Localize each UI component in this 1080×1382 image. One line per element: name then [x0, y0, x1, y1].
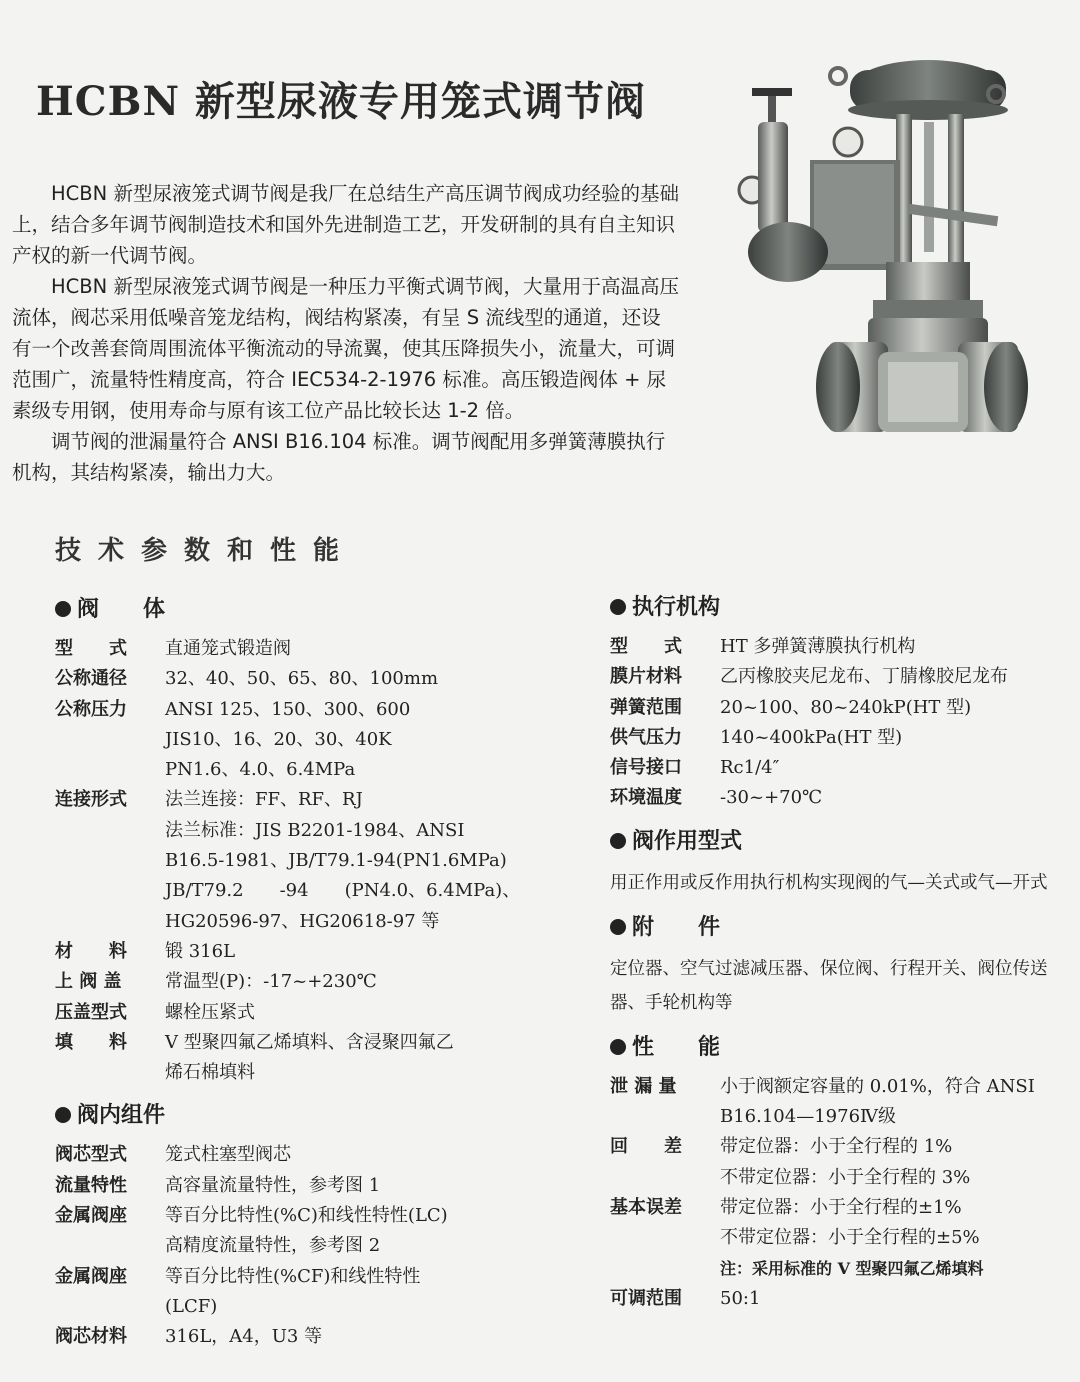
- intro-paragraph: HCBN 新型尿液笼式调节阀是我厂在总结生产高压调节阀成功经验的基础上，结合多年调节阀制造技术和国外先进制造工艺，开发研制的具有自主知识产权的新一代调节阀。: [12, 182, 679, 267]
- param-row: 信号接口 Rc1/4″: [610, 757, 780, 779]
- param-row: 填 料 V 型聚四氟乙烯填料、含浸聚四氟乙 烯石棉填料: [55, 1031, 454, 1084]
- control-valve-photo: [728, 52, 1028, 442]
- param-row: 压盖型式 螺栓压紧式: [55, 1001, 255, 1023]
- bullet-icon: [610, 599, 626, 615]
- right-column: [610, 590, 1075, 1314]
- performance-heading: 性 能: [610, 1030, 1075, 1066]
- valve-body-heading: 阀 体: [55, 592, 545, 628]
- section-title: 技术参数和性能: [55, 536, 357, 566]
- param-row: 上 阀 盖 常温型(P)：-17~+230℃: [55, 971, 377, 993]
- param-row: 供气压力 140~400kPa(HT 型): [610, 726, 903, 748]
- param-row: 泄 漏 量 小于阀额定容量的 0.01%，符合 ANSI B16.104—1976Ⅳ级: [610, 1075, 1035, 1128]
- param-row: 型 式 直通笼式锻造阀: [55, 638, 291, 659]
- accessories-text: 定位器、空气过滤减压器、保位阀、行程开关、阀位传送器、手轮机构等: [610, 958, 1048, 1013]
- param-row: 阀芯型式 笼式柱塞型阀芯: [55, 1144, 291, 1166]
- param-row: 流量特性 高容量流量特性，参考图 1: [55, 1174, 381, 1196]
- bullet-icon: [610, 1039, 626, 1055]
- param-row: 金属阀座 等百分比特性(%C)和线性特性(LC) 高精度流量特性，参考图 2: [55, 1205, 448, 1257]
- action-heading: 阀作用型式: [610, 824, 1075, 860]
- param-row: 连接形式 法兰连接：FF、RF、RJ 法兰标准：JIS B2201-1984、ANSI B16.5-1981、JB/T79.1-94(PN1.6MPa) JB/T79.2 -94 (PN4.0、6.4MPa)、 HG20596-97、HG20618-97 等: [55, 789, 521, 932]
- actuator-heading: 执行机构: [610, 590, 1075, 626]
- page-title: HCBN 新型尿液专用笼式调节阀: [36, 78, 646, 125]
- intro-text: [12, 178, 680, 488]
- param-row: 材 料 锻 316L: [55, 940, 236, 962]
- param-row: 注：采用标准的 V 型聚四氟乙烯填料: [720, 1258, 984, 1278]
- trim-heading: 阀内组件: [55, 1098, 545, 1134]
- left-column: [55, 592, 545, 1353]
- param-row: 公称压力 ANSI 125、150、300、600 JIS10、16、20、30、40K PN1.6、4.0、6.4MPa: [55, 698, 411, 781]
- param-row: 弹簧范围 20~100、80~240kP(HT 型): [610, 696, 972, 718]
- param-row: 可调范围 50:1: [610, 1287, 761, 1309]
- param-row: 型 式 HT 多弹簧薄膜执行机构: [610, 636, 916, 657]
- param-row: 基本误差 带定位器：小于全行程的±1% 不带定位器：小于全行程的±5%: [610, 1196, 980, 1249]
- bullet-icon: [55, 601, 71, 617]
- accessories-heading: 附 件: [610, 910, 1075, 946]
- param-row: 膜片材料 乙丙橡胶夹尼龙布、丁腈橡胶尼龙布: [610, 666, 1008, 688]
- param-row: 环境温度 -30~+70℃: [610, 787, 823, 809]
- intro-paragraph: 调节阀的泄漏量符合 ANSI B16.104 标准。调节阀配用多弹簧薄膜执行机构，其结构紧凑，输出力大。: [12, 430, 666, 484]
- bullet-icon: [610, 833, 626, 849]
- param-row: 阀芯材料 316L，A4，U3 等: [55, 1326, 323, 1348]
- bullet-icon: [55, 1107, 71, 1123]
- bullet-icon: [610, 919, 626, 935]
- param-row: 回 差 带定位器：小于全行程的 1% 不带定位器：小于全行程的 3%: [610, 1136, 971, 1188]
- action-text: 用正作用或反作用执行机构实现阀的气—关式或气—开式: [610, 872, 1048, 893]
- intro-paragraph: HCBN 新型尿液笼式调节阀是一种压力平衡式调节阀，大量用于高温高压流体，阀芯采用低噪音笼龙结构，阀结构紧凑，有呈 S 流线型的通道，还设有一个改善套筒周围流体平衡流动的导流翼，使其压降损失小，流量大，可调范围广，流量特性精度高，符合 IEC534-2-1976 标准。高压锻造阀体 + 尿素级专用钢，使用寿命与原有该工位产品比较长达 1-2 倍。: [12, 275, 679, 422]
- param-row: 金属阀座 等百分比特性(%CF)和线性特性 (LCF): [55, 1265, 421, 1317]
- param-row: 公称通径 32、40、50、65、80、100mm: [55, 668, 439, 690]
